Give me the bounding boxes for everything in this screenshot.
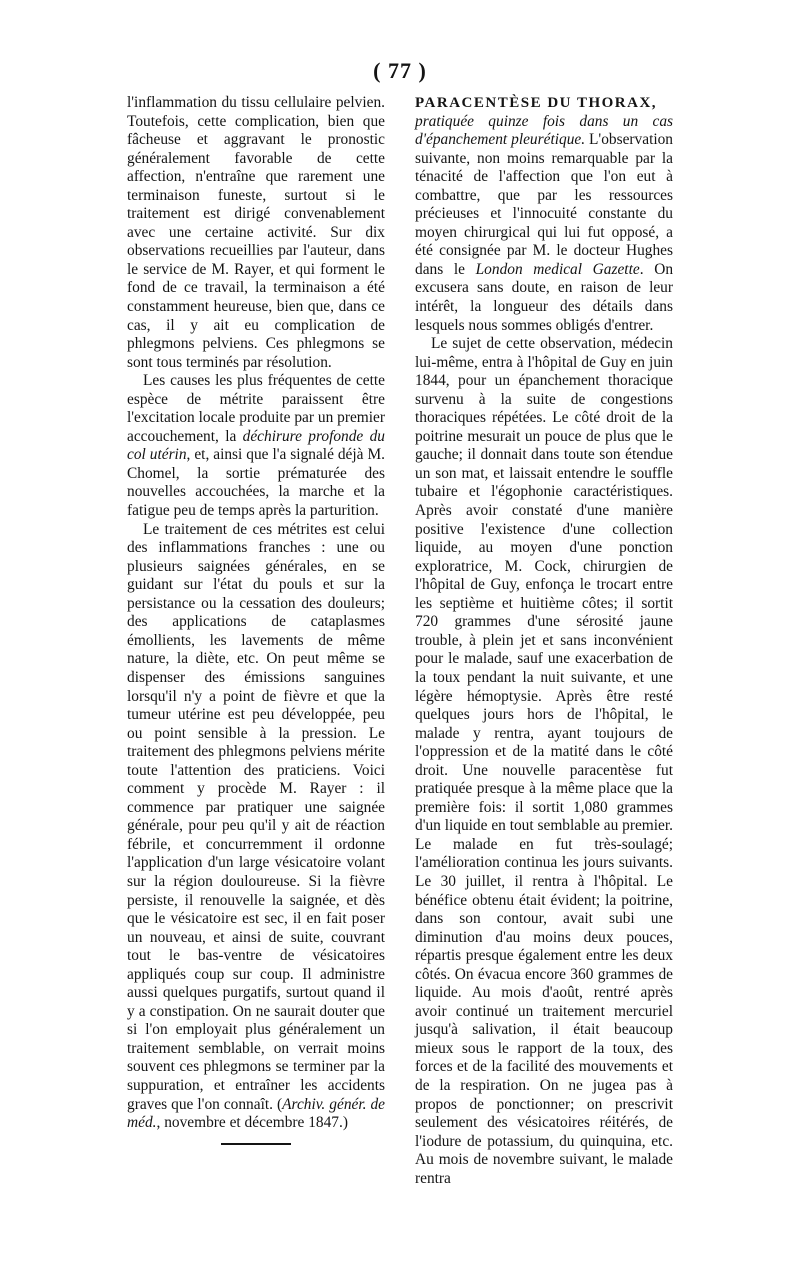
text-run: , et, ainsi que l'a signalé déjà M. Chomel, la sortie prématurée des nouvelles accouchées, la marche et la fatigue peu de temps après la parturition. bbox=[127, 446, 385, 520]
italic-run: pratiquée quinze fois dans un cas d'épanchement pleurétique. bbox=[415, 112, 673, 149]
text-run: L'observation suivante, non moins remarquable par la ténacité de l'affection que l'on eut à combattre, que par les ressources précieuses et l'innocuité constante du moyen chirurgical qui lui fut opposé, a été consignée par M. le docteur Hughes dans le bbox=[415, 131, 674, 278]
left-paragraph-2 bbox=[127, 372, 385, 520]
right-paragraph-2 bbox=[415, 335, 673, 1188]
left-column bbox=[127, 94, 385, 1145]
right-paragraph-1 bbox=[415, 113, 673, 336]
left-paragraph-1 bbox=[127, 94, 385, 372]
italic-run: London medical Gazette bbox=[475, 260, 640, 278]
text-run: l'inflammation du tissu cellulaire pelvien. Toutefois, cette complication, bien que fâcheuse et aggravant le pronostic généralement favorable de cette affection, n'entraîne que rarement une terminaison funeste, surtout si le traitement est dirigé convenablement avec une certaine activité. Sur dix observations recueillies par l'auteur, dans le service de M. Rayer, et qui forment le fond de ce travail, la terminaison a été constamment heureuse, bien que, dans ce cas, il y ait eu complication de phlegmons pelviens. Ces phlegmons se sont tous terminés par résolution. bbox=[127, 94, 385, 371]
text-run: , novembre et décembre 1847.) bbox=[156, 1114, 348, 1132]
text-run: . On excusera sans doute, en raison de leur intérêt, la longueur des détails dans lesquels nous sommes obligés d'entrer. bbox=[415, 260, 674, 334]
section-heading: PARACENTÈSE DU THORAX, bbox=[415, 95, 658, 111]
italic-run: déchirure profonde du col utérin bbox=[127, 427, 385, 464]
section-divider bbox=[221, 1143, 291, 1145]
italic-run: Archiv. génér. de méd. bbox=[127, 1095, 385, 1132]
page-number: ( 77 ) bbox=[373, 58, 427, 83]
text-run: Le sujet de cette observation, médecin lui-même, entra à l'hôpital de Guy en juin 1844, pour un épanchement thoracique survenu à la suite de congestions thoraciques répétées. Le côté droit de la poitrine mesurait un pouce de plus que le gauche; il donnait dans toute son étendue un son mat, et laissait entendre le souffle tubaire et l'égophonie caractéristiques. Après avoir constaté d'une manière positive l'existence d'une collection liquide, au moyen d'une ponction exploratrice, M. Cock, chirurgien de l'hôpital de Guy, enfonça le trocart entre les septième et huitième côtes; il sortit 720 grammes d'une sérosité jaune trouble, à plein jet et sans inconvénient pour le malade, sauf une exacerbation de la toux pendant la nuit suivante, et une légère hémoptysie. Après être resté quelques jours hors de l'hôpital, le malade y rentra, ayant toujours de l'oppression et de la matité dans le côté droit. Une nouvelle paracentèse fut pratiquée presque à la même place que la première fois: il sortit 1,080 grammes d'un liquide en tout semblable au premier. Le malade en fut très-soulagé; l'amélioration continua les jours suivants. Le 30 juillet, il rentra à l'hôpital. Le bénéfice obtenu était évident; la poitrine, dans son contour, avait subi une diminution d'au moins deux pouces, répartis presque également entre les deux côtés. On évacua encore 360 grammes de liquide. Au mois d'août, rentré après avoir continué un traitement mercuriel jusqu'à salivation, il était beaucoup mieux sous le rapport de la toux, des forces et de la facilité des mouvements et de la respiration. On ne jugea pas à propos de ponctionner; on prescrivit seulement des vésicatoires réitérés, de l'iodure de potassium, du quinquina, etc. Au mois de novembre suivant, le malade rentra bbox=[415, 335, 673, 1187]
text-run: Les causes les plus fréquentes de cette espèce de métrite paraissent être l'excitation locale produite par un premier accouchement, la bbox=[127, 372, 385, 445]
text-run: Le traitement de ces métrites est celui des inflammations franches : une ou plusieurs saignées générales, en se guidant sur l'état du pouls et sur la persistance ou la cessation des douleurs; des applications de cataplasmes émollients, les lavements de même nature, la diète, etc. On peut même se dispenser des émissions sanguines lorsqu'il n'y a point de fièvre et que la tumeur utérine est peu développée, peu ou point sensible à la pression. Le traitement des phlegmons pelviens mérite toute l'attention des praticiens. Voici comment y procède M. Rayer : il commence par pratiquer une saignée générale, pour peu qu'il y ait de réaction fébrile, et concurremment il ordonne l'application d'un large vésicatoire volant sur la région douloureuse. Si la fièvre persiste, il renouvelle la saignée, et dès que le vésicatoire est sec, il en fait poser un nouveau, et ainsi de suite, couvrant tout le bas-ventre de vésicatoires appliqués coup sur coup. Il administre aussi quelques purgatifs, surtout quand il y a constipation. On ne saurait douter que si l'on employait plus généralement un traitement semblable, on verrait moins souvent ces phlegmons se terminer par la suppuration, et entraîner les accidents graves que l'on connaît. ( bbox=[127, 520, 385, 1113]
right-column bbox=[415, 94, 673, 1188]
left-paragraph-3 bbox=[127, 521, 385, 1133]
